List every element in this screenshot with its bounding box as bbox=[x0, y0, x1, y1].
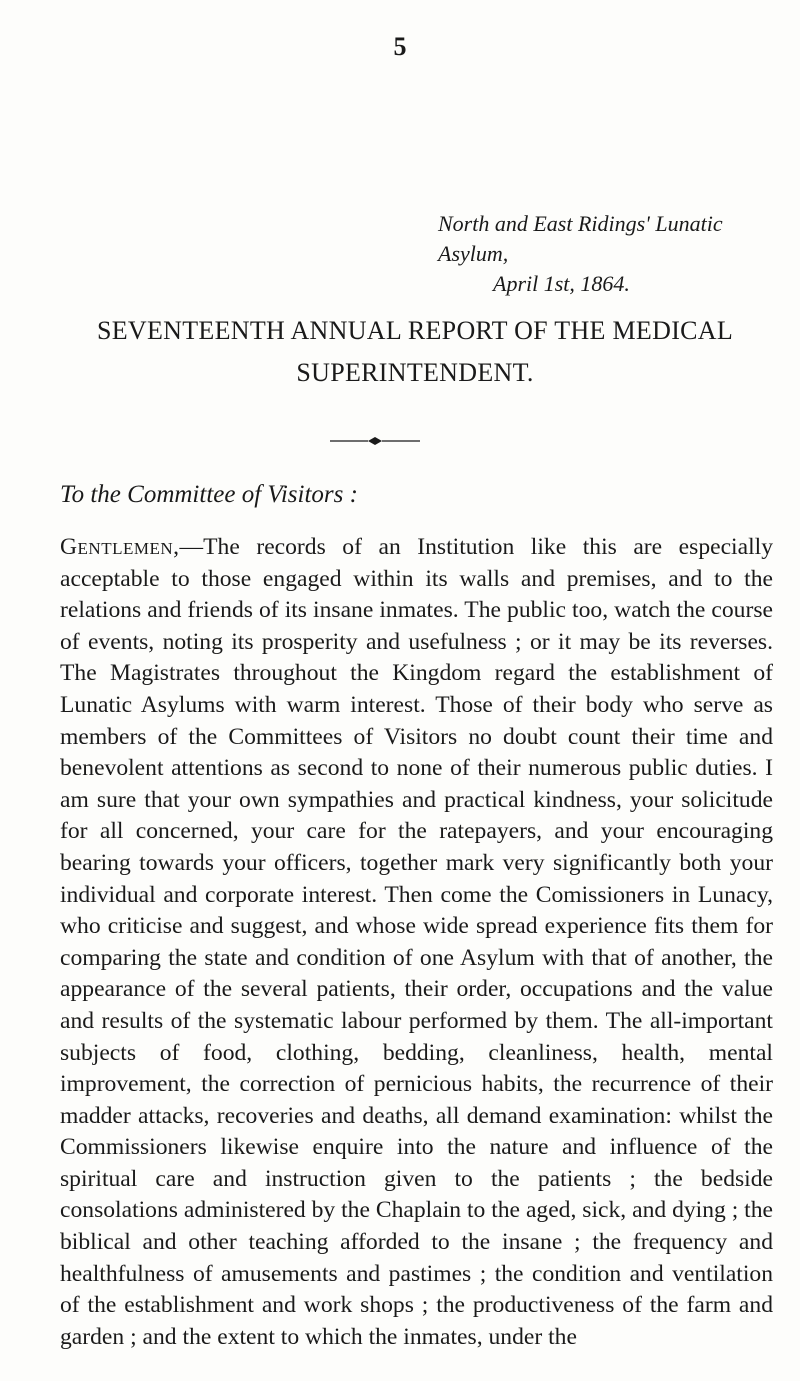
dateline-date: April 1st, 1864. bbox=[493, 271, 630, 296]
dateline-place: North and East Ridings' Lunatic Asylum, bbox=[438, 211, 723, 266]
page-number: 5 bbox=[393, 32, 407, 61]
opening-word: Gentlemen, bbox=[60, 534, 180, 560]
report-title: SEVENTEENTH ANNUAL REPORT OF THE MEDICAL SUPERINTENDENT. bbox=[96, 316, 734, 387]
divider-ornament-icon bbox=[330, 434, 420, 448]
dateline bbox=[438, 209, 768, 299]
body-text: —The records of an Institution like this are especially acceptable to those engaged within its walls and premises, and to the relations and friends of its insane inmates. The public too, watch the course of events, noting its prosperity and usefulness ; or it may be its reverses. The Magistrates throughout the Kingdom regard the establishment of Lunatic Asylums with warm interest. Those of their body who serve as members of the Committees of Visitors no doubt count their time and benevolent attentions as second to none of their numerous public duties. I am sure that your own sympathies and practical kindness, your solicitude for all concerned, your care for the ratepayers, and your encouraging bearing towards your officers, together mark very significantly both your individual and corporate interest. Then come the Comissioners in Lunacy, who criticise and suggest, and whose wide spread experience fits them for comparing the state and condition of one Asylum with that of another, the appearance of the several patients, their order, occupations and the value and results of the systematic labour performed by them. The all-important subjects of food, clothing, bedding, cleanliness, health, mental improvement, the correction of pernicious habits, the recurrence of their madder attacks, recoveries and deaths, all demand examination: whilst the Commissioners likewise enquire into the nature and influence of the spiritual care and instruction given to the patients ; the bedside consolations administered by the Chaplain to the aged, sick, and dying ; the biblical and other teaching afforded to the insane ; the frequency and healthfulness of amusements and pastimes ; the condition and ventilation of the establishment and work shops ; the productiveness of the farm and garden ; and the extent to which the inmates, under the bbox=[60, 534, 773, 1350]
body-paragraph bbox=[60, 532, 773, 1353]
salutation: To the Committee of Visitors : bbox=[60, 481, 358, 508]
